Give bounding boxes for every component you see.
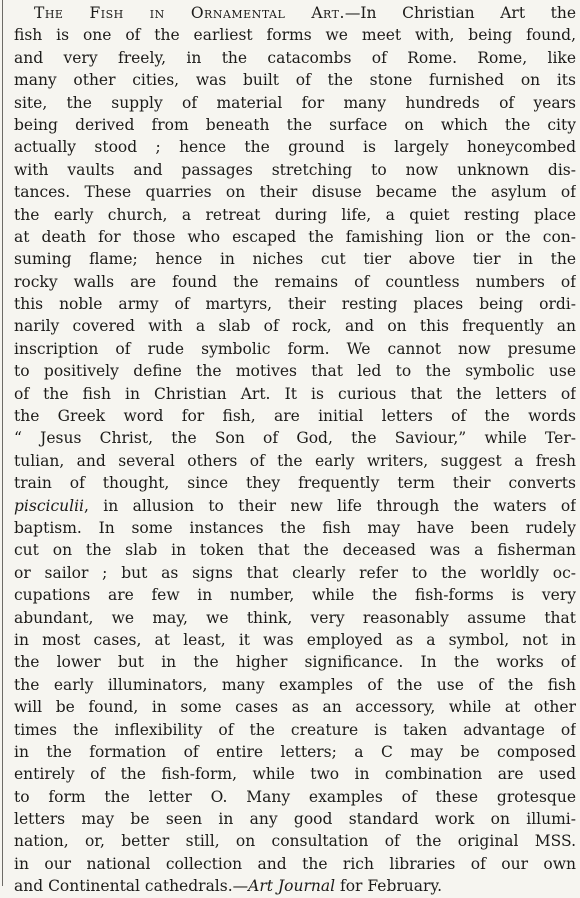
text-line [14, 427, 576, 449]
line-text: the early church, a retreat during life, a quiet resting place [14, 205, 576, 224]
text-line [14, 472, 576, 494]
text-line [14, 763, 576, 785]
text-line [14, 875, 576, 897]
text-line [14, 696, 576, 718]
line-text: site, the supply of material for many hundreds of years [14, 93, 576, 112]
text-line [14, 495, 576, 517]
line-text: cupations are few in number, while the fish-forms is very [14, 586, 576, 605]
column-rule [2, 0, 3, 886]
line-text: in our national collection and the rich libraries of our own [14, 854, 576, 873]
text-line [14, 248, 576, 270]
text-line [14, 562, 576, 584]
text-line [14, 271, 576, 293]
line-text: letters may be seen in any good standard work on illumi- [14, 810, 576, 829]
line-text: train of thought, since they frequently term their converts [14, 474, 576, 493]
line-text: of the fish in Christian Art. It is curious that the letters of [14, 384, 576, 403]
text-line [14, 853, 576, 875]
line-text: fish is one of the earliest forms we meet with, being found, [14, 26, 576, 45]
line-text: being derived from beneath the surface on which the city [14, 115, 576, 134]
line-text: the early illuminators, many examples of the use of the fish [14, 675, 576, 694]
article-fish-in-ornamental-art [8, 2, 576, 898]
text-line [14, 159, 576, 181]
text-line [14, 338, 576, 360]
line-text: the lower but in the higher significance. In the works of [14, 653, 576, 672]
line-text: entirely of the fish-form, while two in combination are used [14, 765, 576, 784]
line-text: abundant, we may, we think, very reasonably assume that [14, 608, 576, 627]
text-line [14, 674, 576, 696]
text-line [14, 114, 576, 136]
line-text: nation, or, better still, on consultation of the original MSS. [14, 832, 576, 851]
text-line [14, 786, 576, 808]
line-text: inscription of rude symbolic form. We cannot now presume [14, 339, 576, 358]
line-text: will be found, in some cases as an accessory, while at other [14, 698, 576, 717]
text-line [14, 47, 576, 69]
text-line [14, 450, 576, 472]
text-line [14, 584, 576, 606]
line-text: baptism. In some instances the fish may have been rudely [14, 518, 576, 537]
line-text: actually stood ; hence the ground is largely honeycombed [14, 138, 576, 157]
text-line [14, 830, 576, 852]
italic-text: pisciculii [14, 496, 85, 515]
line-text: in most cases, at least, it was employed as a symbol, not in [14, 630, 576, 649]
text-line [14, 293, 576, 315]
line-text: tances. These quarries on their disuse became the asylum of [14, 183, 576, 202]
text-line [14, 92, 576, 114]
line-text: —In Christian Art the [344, 4, 576, 22]
line-text: to positively define the motives that led to the symbolic use [14, 362, 576, 381]
line-text: for February. [335, 877, 443, 896]
text-line [14, 629, 576, 651]
text-line [14, 741, 576, 763]
line-text: times the inflexibility of the creature is taken advantage of [14, 720, 576, 739]
text-line [14, 136, 576, 158]
line-text: suming flame; hence in niches cut tier above tier in the [14, 250, 576, 269]
text-line [14, 24, 576, 46]
text-line [14, 607, 576, 629]
text-line [14, 405, 576, 427]
line-text: and very freely, in the catacombs of Rome. Rome, like [14, 48, 576, 67]
line-text: , in allusion to their new life through the waters of [84, 496, 576, 515]
line-text: the Greek word for fish, are initial letters of the words [14, 407, 576, 426]
line-text: many other cities, was built of the stone furnished on its [14, 71, 576, 90]
line-text: and Continental cathedrals.— [14, 877, 249, 896]
line-text: tulian, and several others of the early writers, suggest a fresh [14, 451, 576, 470]
line-text: at death for those who escaped the famishing lion or the con- [14, 227, 576, 246]
text-line [14, 360, 576, 382]
article-heading: The Fish in Ornamental Art. [34, 4, 345, 22]
line-text: rocky walls are found the remains of countless numbers of [14, 272, 576, 291]
line-text: in the formation of entire letters; a C may be composed [14, 742, 576, 761]
line-text: this noble army of martyrs, their resting places being ordi- [14, 295, 576, 314]
text-line [14, 226, 576, 248]
line-text: or sailor ; but as signs that clearly refer to the worldly oc- [14, 563, 576, 582]
cropped-next-line [8, 882, 576, 886]
italic-text: Art Journal [248, 877, 336, 896]
line-text: narily covered with a slab of rock, and on this frequently an [14, 317, 576, 336]
text-line [14, 383, 576, 405]
text-line [14, 69, 576, 91]
text-line [14, 315, 576, 337]
line-text: cut on the slab in token that the deceased was a fisherman [14, 541, 576, 560]
text-line [14, 204, 576, 226]
line-text: to form the letter O. Many examples of these grotesque [14, 787, 576, 806]
text-line [14, 651, 576, 673]
text-line [14, 719, 576, 741]
text-line [14, 808, 576, 830]
line-text: “ Jesus Christ, the Son of God, the Saviour,” while Ter- [14, 429, 576, 448]
line-text: with vaults and passages stretching to now unknown dis- [14, 160, 576, 179]
text-line [14, 181, 576, 203]
text-line [14, 2, 576, 24]
text-line [14, 517, 576, 539]
text-line [14, 539, 576, 561]
